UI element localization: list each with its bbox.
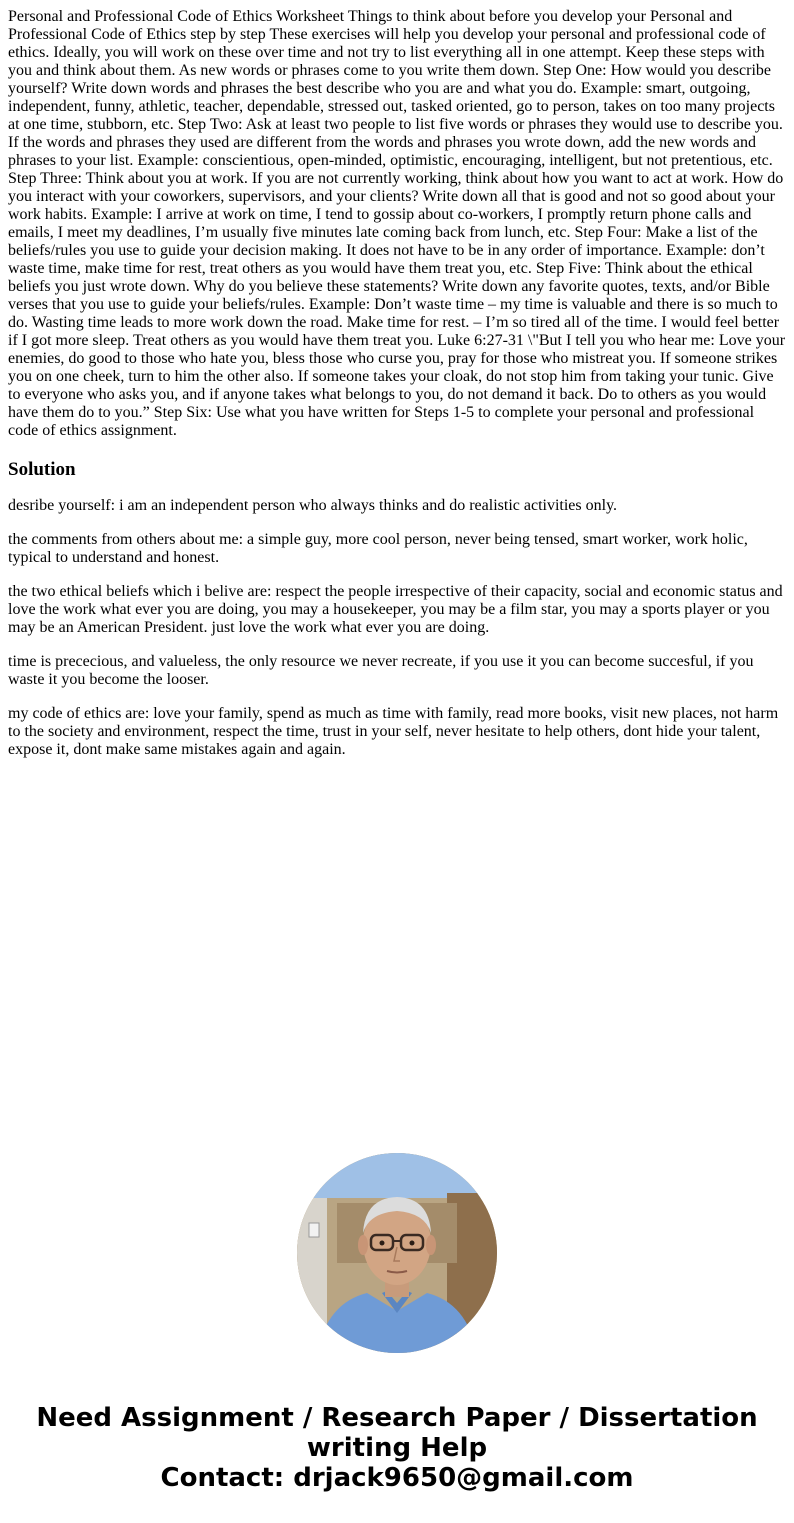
promo-line-need-help: Need Assignment / Research Paper / Dissertation bbox=[36, 1403, 758, 1433]
promo-line-contact: Contact: drjack9650@gmail.com bbox=[160, 1463, 634, 1493]
answer-paragraph-describe-yourself: desribe yourself: i am an independent person who always thinks and do realistic activities only. bbox=[8, 497, 618, 514]
question-text: Personal and Professional Code of Ethics Worksheet Things to think about before you develop your Personal and Professional Code of Ethics step by step These exercises will help you develop your personal and professional code of ethics. Ideally, you will work on these over time and not try to list everything all in one attempt. Keep these steps with you and think about them. As new words or phrases come to you write them down. Step One: How would you describe yourself? Write down words and phrases the best describe who you are and what you do. Example: smart, outgoing, independent, funny, athletic, teacher, dependable, stressed out, tasked oriented, go to person, takes on too many projects at one time, stubborn, etc. Step Two: Ask at least two people to list five words or phrases they would use to describe you. If the words and phrases they used are different from the words and phrases you wrote down, add the new words and phrases to your list. Example: conscientious, open-minded, optimistic, encouraging, intelligent, but not pretentious, etc. Step Three: Think about you at work. If you are not currently working, think about how you want to act at work. How do you interact with your coworkers, supervisors, and your clients? Write down all that is good and not so good about your work habits. Example: I arrive at work on time, I tend to gossip about co-workers, I promptly return phone calls and emails, I meet my deadlines, I’m usually five minutes late coming back from lunch, etc. Step Four: Make a list of the beliefs/rules you use to guide your decision making. It does not have to be in any order of importance. Example: don’t waste time, make time for rest, treat others as you would have them treat you, etc. Step Five: Think about the ethical beliefs you just wrote down. Why do you believe these statements? Write down any favorite quotes, texts, and/or Bible verses that you use to guide your beliefs/rules. Example: Don’t waste time – my time is valuable and there is so much to do. Wasting time leads to more work down the road. Make time for rest. – I’m so tired all of the time. I would feel better if I got more sleep. Treat others as you would have them treat you. Luke 6:27-31 \"But I tell you who hear me: Love your enemies, do good to those who hate you, bless those who curse you, pray for those who mistreat you. If someone strikes you on one cheek, turn to him the other also. If someone takes your cloak, do not stop him from taking your tunic. Give to everyone who asks you, and if anyone takes what belongs to you, do not demand it back. Do to others as you would have them do to you.” Step Six: Use what you have written for Steps 1-5 to complete your personal and professional code of ethics assignment. bbox=[8, 8, 786, 439]
answer-paragraph-time: time is prececious, and valueless, the only resource we never recreate, if you use it you can become succesful, if you waste it you become the looser. bbox=[8, 653, 754, 688]
author-avatar bbox=[297, 1153, 497, 1353]
answer-paragraph-code-of-ethics: my code of ethics are: love your family, spend as much as time with family, read more books, visit new places, not harm to the society and environment, respect the time, trust in your self, never hesitate to help others, dont hide your talent, expose it, dont make same mistakes again and again. bbox=[8, 705, 779, 758]
author-portrait-illustration bbox=[297, 1153, 497, 1353]
solution-heading: Solution bbox=[8, 459, 76, 480]
promo-line-writing-help: writing Help bbox=[306, 1433, 488, 1463]
answer-paragraph-ethical-beliefs: the two ethical beliefs which i belive are: respect the people irrespective of their capacity, social and economic status and love the work what ever you are doing, you may a housekeeper, you may be a film star, you may a sports player or you may be an American President. just love the work what ever you are doing. bbox=[8, 583, 783, 636]
promo-banner bbox=[0, 1403, 794, 1493]
answer-paragraph-comments-from-others: the comments from others about me: a simple guy, more cool person, never being tensed, smart worker, work holic, typical to understand and honest. bbox=[8, 531, 748, 566]
document-content bbox=[8, 8, 786, 759]
